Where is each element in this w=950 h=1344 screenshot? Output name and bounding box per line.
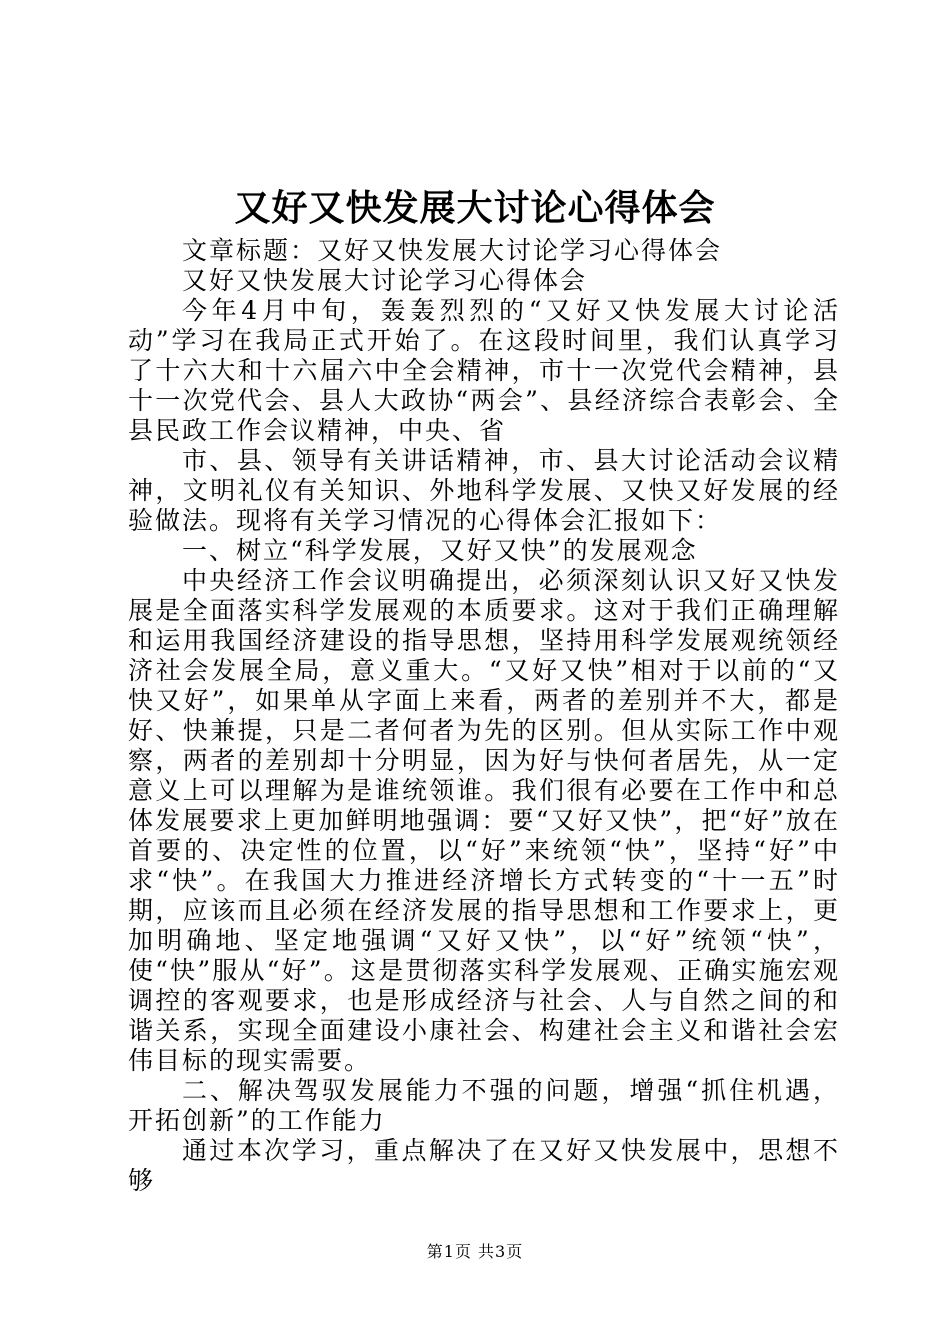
paragraph: 中央经济工作会议明确提出，必须深刻认识又好又快发展是全面落实科学发展观的本质要求。这对于我们正确理解和运用我国经济建设的指导思想，坚持用科学发展观统领经济社会发展全局，意义重大。“又好又快”相对于以前的“又快又好”，如果单从字面上来看，两者的差别并不大，都是好、快兼提，只是二者何者为先的区别。但从实际工作中观察，两者的差别却十分明显，因为好与快何者居先，从一定意义上可以理解为是谁统领谁。我们很有必要在工作中和总体发展要求上更加鲜明地强调：要“又好又快”，把“好”放在首要的、决定性的位置，以“好”来统领“快”，坚持“好”中求“快”。在我国大力推进经济增长方式转变的“十一五”时期，应该而且必须在经济发展的指导思想和工作要求上，更加明确地、坚定地强调“又好又快”，以“好”统领“快”，使“快”服从“好”。这是贯彻落实科学发展观、正确实施宏观调控的客观要求，也是形成经济与社会、人与自然之间的和谐关系，实现全面建设小康社会、构建社会主义和谐社会宏伟目标的现实需要。 [128, 566, 840, 1075]
section-heading: 二、解决驾驭发展能力不强的问题，增强“抓住机遇，开拓创新”的工作能力 [128, 1076, 840, 1135]
paragraph: 今年4月中旬，轰轰烈烈的“又好又快发展大讨论活动”学习在我局正式开始了。在这段时间里，我们认真学习了十六大和十六届六中全会精神，市十一次党代会精神，县十一次党代会、县人大政协“两会”、县经济综合表彰会、全县民政工作会议精神，中央、省 [128, 296, 840, 445]
paragraph: 市、县、领导有关讲话精神，市、县大讨论活动会议精神，文明礼仪有关知识、外地科学发展、又快又好发展的经验做法。现将有关学习情况的心得体会汇报如下： [128, 446, 840, 535]
article-heading-line: 文章标题：又好又快发展大讨论学习心得体会 [182, 236, 723, 265]
document-body [128, 236, 840, 1196]
document-title: 又好又快发展大讨论心得体会 [234, 187, 716, 229]
section-heading: 一、树立“科学发展，又好又快”的发展观念 [182, 536, 698, 565]
article-subtitle: 又好又快发展大讨论学习心得体会 [182, 266, 588, 295]
paragraph: 通过本次学习，重点解决了在又好又快发展中，思想不够 [128, 1136, 840, 1195]
page-footer: 第1页 共3页 [426, 1242, 524, 1261]
